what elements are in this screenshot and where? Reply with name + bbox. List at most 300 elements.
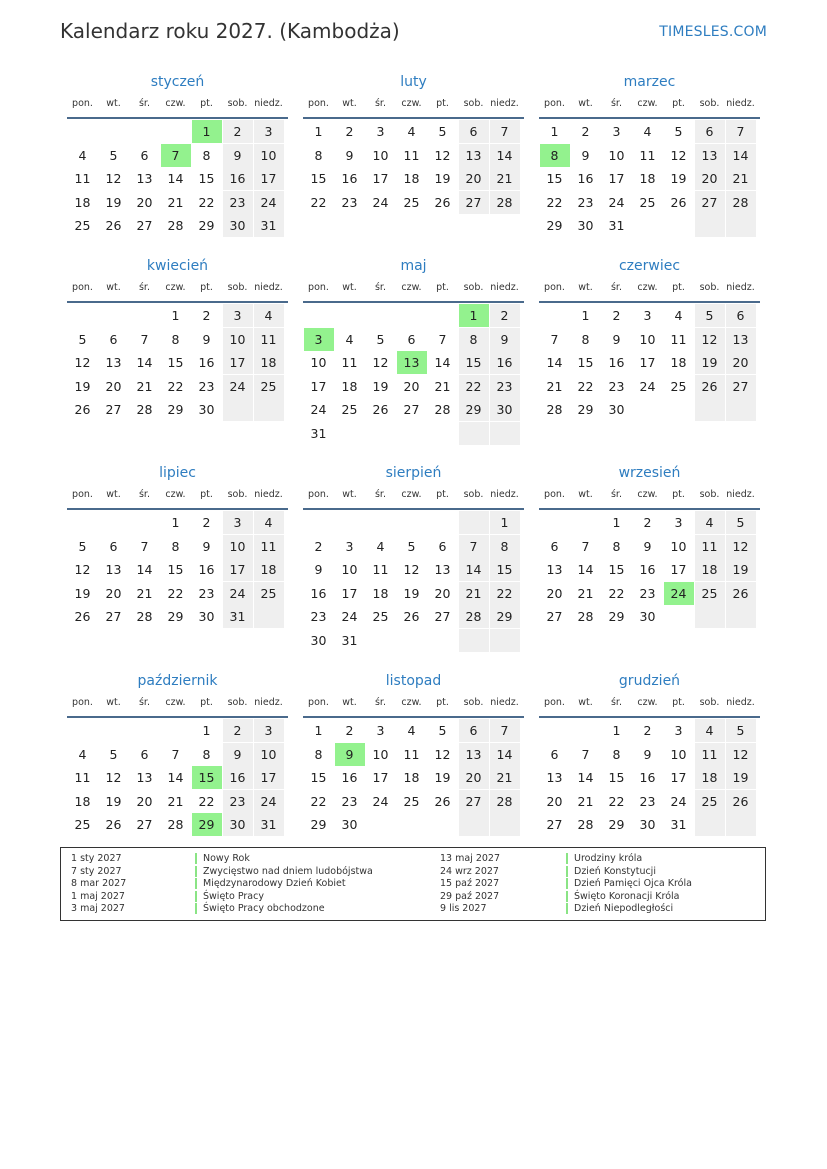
day-cell[interactable]: 29 [577, 402, 594, 417]
day-cell[interactable]: 18 [695, 766, 725, 789]
day-cell[interactable]: 25 [341, 402, 358, 417]
day-cell[interactable]: 21 [434, 378, 451, 394]
day-cell[interactable]: 23 [341, 793, 358, 809]
day-cell[interactable]: 5 [438, 124, 447, 139]
day-cell[interactable]: 17 [223, 351, 253, 374]
day-cell[interactable]: 16 [608, 355, 625, 370]
day-cell[interactable]: 5 [109, 147, 118, 163]
day-cell[interactable]: 20 [695, 167, 725, 190]
day-cell[interactable]: 30 [198, 609, 215, 624]
day-cell[interactable]: 22 [577, 378, 594, 394]
day-cell[interactable]: 16 [198, 355, 215, 370]
day-cell[interactable]: 6 [695, 120, 725, 143]
day-cell[interactable]: 20 [459, 167, 489, 190]
day-cell[interactable]: 27 [546, 609, 563, 624]
day-cell[interactable]: 21 [490, 167, 520, 190]
day-cell[interactable]: 20 [105, 585, 122, 601]
day-cell[interactable]: 23 [223, 191, 253, 214]
day-cell[interactable]: 7 [459, 535, 489, 558]
day-cell[interactable]: 29 [167, 402, 184, 417]
day-cell[interactable]: 5 [376, 331, 385, 347]
day-cell[interactable]: 13 [105, 562, 122, 577]
day-cell[interactable]: 12 [403, 562, 420, 577]
day-cell[interactable]: 19 [105, 793, 122, 809]
day-cell[interactable]: 23 [198, 585, 215, 601]
day-cell[interactable]: 13 [546, 562, 563, 577]
day-cell[interactable]: 9 [202, 538, 211, 554]
day-cell[interactable]: 26 [695, 375, 725, 398]
day-cell[interactable]: 11 [74, 770, 91, 785]
day-cell[interactable]: 5 [438, 723, 447, 738]
day-cell[interactable]: 15 [310, 770, 327, 785]
day-cell[interactable]: 15 [490, 558, 520, 581]
day-cell[interactable]: 9 [581, 147, 590, 163]
day-cell[interactable]: 11 [670, 331, 687, 347]
day-cell[interactable]: 11 [74, 171, 91, 186]
day-cell[interactable]: 26 [372, 402, 389, 417]
day-cell[interactable]: 29 [546, 218, 563, 233]
day-cell[interactable]: 4 [643, 124, 652, 139]
day-cell[interactable]: 31 [608, 218, 625, 233]
day-cell[interactable]: 7 [438, 331, 447, 347]
day-cell[interactable]: 10 [254, 144, 284, 167]
day-cell[interactable]: 21 [167, 194, 184, 210]
day-cell[interactable]: 13 [136, 770, 153, 785]
day-cell[interactable]: 12 [726, 743, 756, 766]
day-cell[interactable]: 1 [612, 723, 621, 738]
day-cell[interactable]: 28 [434, 402, 451, 417]
day-cell[interactable]: 15 [546, 171, 563, 186]
day-cell[interactable]: 2 [223, 120, 253, 143]
day-cell[interactable]: 23 [639, 793, 656, 809]
day-cell[interactable]: 8 [581, 331, 590, 347]
day-cell[interactable]: 14 [490, 144, 520, 167]
day-cell[interactable]: 15 [167, 562, 184, 577]
day-cell[interactable]: 21 [459, 582, 489, 605]
day-cell[interactable]: 16 [577, 171, 594, 186]
day-cell[interactable]: 16 [639, 562, 656, 577]
day-cell[interactable]: 25 [254, 375, 284, 398]
day-cell[interactable]: 31 [254, 813, 284, 836]
day-cell[interactable]: 26 [726, 582, 756, 605]
day-cell[interactable]: 19 [403, 585, 420, 601]
day-cell[interactable]: 28 [490, 191, 520, 214]
day-cell[interactable]: 20 [434, 585, 451, 601]
day-cell[interactable]: 19 [726, 558, 756, 581]
day-cell[interactable]: 22 [198, 194, 215, 210]
day-cell[interactable]: 25 [403, 793, 420, 809]
day-cell[interactable]: 9 [202, 331, 211, 347]
day-cell[interactable]: 10 [254, 743, 284, 766]
day-cell[interactable]: 24 [670, 793, 687, 809]
day-cell[interactable]: 11 [341, 355, 358, 370]
day-cell[interactable]: 24 [254, 790, 284, 813]
day-cell[interactable]: 31 [341, 632, 358, 648]
day-cell[interactable]: 14 [577, 770, 594, 785]
day-cell[interactable]: 4 [695, 719, 725, 742]
day-cell[interactable]: 18 [254, 558, 284, 581]
day-cell[interactable]: 22 [608, 793, 625, 809]
day-cell[interactable]: 4 [254, 511, 284, 534]
day-cell[interactable]: 24 [608, 194, 625, 210]
day-cell[interactable]: 9 [490, 328, 520, 351]
day-cell[interactable]: 28 [577, 817, 594, 832]
day-cell[interactable]: 1 [314, 723, 323, 738]
day-cell[interactable]: 24 [254, 191, 284, 214]
day-cell[interactable]: 1 [202, 723, 211, 738]
day-cell[interactable]: 8 [612, 746, 621, 762]
day-cell[interactable]: 23 [577, 194, 594, 210]
day-cell[interactable]: 12 [105, 770, 122, 785]
day-cell[interactable]: 15 [192, 766, 222, 789]
day-cell[interactable]: 14 [546, 355, 563, 370]
day-cell[interactable]: 5 [78, 538, 87, 554]
day-cell[interactable]: 3 [643, 308, 652, 323]
day-cell[interactable]: 6 [550, 746, 559, 762]
day-cell[interactable]: 28 [167, 817, 184, 832]
day-cell[interactable]: 18 [670, 355, 687, 370]
day-cell[interactable]: 7 [140, 538, 149, 554]
day-cell[interactable]: 11 [254, 535, 284, 558]
day-cell[interactable]: 16 [198, 562, 215, 577]
day-cell[interactable]: 18 [695, 558, 725, 581]
day-cell[interactable]: 17 [670, 562, 687, 577]
day-cell[interactable]: 12 [434, 746, 451, 762]
day-cell[interactable]: 3 [674, 723, 683, 738]
day-cell[interactable]: 24 [341, 609, 358, 624]
day-cell[interactable]: 5 [726, 719, 756, 742]
day-cell[interactable]: 3 [223, 511, 253, 534]
day-cell[interactable]: 16 [639, 770, 656, 785]
day-cell[interactable]: 29 [192, 813, 222, 836]
day-cell[interactable]: 26 [726, 790, 756, 813]
day-cell[interactable]: 6 [459, 120, 489, 143]
day-cell[interactable]: 17 [608, 171, 625, 186]
day-cell[interactable]: 25 [74, 817, 91, 832]
day-cell[interactable]: 25 [74, 218, 91, 233]
day-cell[interactable]: 17 [254, 766, 284, 789]
day-cell[interactable]: 2 [314, 538, 323, 554]
day-cell[interactable]: 8 [171, 538, 180, 554]
day-cell[interactable]: 26 [105, 817, 122, 832]
day-cell[interactable]: 11 [403, 147, 420, 163]
day-cell[interactable]: 1 [581, 308, 590, 323]
day-cell[interactable]: 29 [167, 609, 184, 624]
day-cell[interactable]: 21 [577, 793, 594, 809]
day-cell[interactable]: 21 [167, 793, 184, 809]
day-cell[interactable]: 12 [74, 562, 91, 577]
day-cell[interactable]: 28 [726, 191, 756, 214]
day-cell[interactable]: 6 [550, 538, 559, 554]
day-cell[interactable]: 21 [546, 378, 563, 394]
day-cell[interactable]: 11 [372, 562, 389, 577]
day-cell[interactable]: 8 [612, 538, 621, 554]
day-cell[interactable]: 9 [345, 147, 354, 163]
day-cell[interactable]: 30 [490, 398, 520, 421]
brand-link[interactable]: TIMESLES.COM [659, 24, 767, 40]
day-cell[interactable]: 17 [341, 585, 358, 601]
day-cell[interactable]: 25 [372, 609, 389, 624]
day-cell[interactable]: 20 [403, 378, 420, 394]
day-cell[interactable]: 18 [372, 585, 389, 601]
day-cell[interactable]: 3 [612, 124, 621, 139]
day-cell[interactable]: 2 [643, 515, 652, 530]
day-cell[interactable]: 21 [136, 378, 153, 394]
day-cell[interactable]: 30 [310, 632, 327, 648]
day-cell[interactable]: 19 [726, 766, 756, 789]
day-cell[interactable]: 10 [608, 147, 625, 163]
day-cell[interactable]: 18 [74, 194, 91, 210]
day-cell[interactable]: 12 [726, 535, 756, 558]
day-cell[interactable]: 1 [192, 120, 222, 143]
day-cell[interactable]: 14 [136, 562, 153, 577]
day-cell[interactable]: 8 [202, 147, 211, 163]
day-cell[interactable]: 28 [459, 605, 489, 628]
day-cell[interactable]: 28 [490, 790, 520, 813]
day-cell[interactable]: 20 [459, 766, 489, 789]
day-cell[interactable]: 31 [670, 817, 687, 832]
day-cell[interactable]: 4 [78, 147, 87, 163]
day-cell[interactable]: 30 [639, 817, 656, 832]
day-cell[interactable]: 20 [546, 793, 563, 809]
day-cell[interactable]: 26 [74, 609, 91, 624]
day-cell[interactable]: 5 [674, 124, 683, 139]
day-cell[interactable]: 29 [310, 817, 327, 832]
day-cell[interactable]: 16 [310, 585, 327, 601]
day-cell[interactable]: 18 [403, 770, 420, 785]
day-cell[interactable]: 6 [438, 538, 447, 554]
day-cell[interactable]: 9 [314, 562, 323, 577]
day-cell[interactable]: 3 [223, 304, 253, 327]
day-cell[interactable]: 29 [490, 605, 520, 628]
day-cell[interactable]: 25 [639, 194, 656, 210]
day-cell[interactable]: 24 [223, 582, 253, 605]
day-cell[interactable]: 30 [608, 402, 625, 417]
day-cell[interactable]: 13 [695, 144, 725, 167]
day-cell[interactable]: 21 [136, 585, 153, 601]
day-cell[interactable]: 20 [136, 793, 153, 809]
day-cell[interactable]: 19 [434, 770, 451, 785]
day-cell[interactable]: 7 [581, 538, 590, 554]
day-cell[interactable]: 25 [670, 378, 687, 394]
day-cell[interactable]: 19 [105, 194, 122, 210]
day-cell[interactable]: 18 [639, 171, 656, 186]
day-cell[interactable]: 14 [726, 144, 756, 167]
day-cell[interactable]: 25 [695, 582, 725, 605]
day-cell[interactable]: 23 [608, 378, 625, 394]
day-cell[interactable]: 22 [310, 194, 327, 210]
day-cell[interactable]: 1 [314, 124, 323, 139]
day-cell[interactable]: 2 [581, 124, 590, 139]
day-cell[interactable]: 12 [74, 355, 91, 370]
day-cell[interactable]: 17 [639, 355, 656, 370]
day-cell[interactable]: 7 [490, 120, 520, 143]
day-cell[interactable]: 2 [643, 723, 652, 738]
day-cell[interactable]: 5 [78, 331, 87, 347]
day-cell[interactable]: 15 [608, 562, 625, 577]
day-cell[interactable]: 7 [581, 746, 590, 762]
day-cell[interactable]: 10 [223, 328, 253, 351]
day-cell[interactable]: 4 [345, 331, 354, 347]
day-cell[interactable]: 3 [254, 120, 284, 143]
day-cell[interactable]: 6 [140, 746, 149, 762]
day-cell[interactable]: 23 [198, 378, 215, 394]
day-cell[interactable]: 9 [612, 331, 621, 347]
day-cell[interactable]: 23 [341, 194, 358, 210]
day-cell[interactable]: 13 [726, 328, 756, 351]
day-cell[interactable]: 16 [341, 171, 358, 186]
day-cell[interactable]: 12 [434, 147, 451, 163]
day-cell[interactable]: 4 [78, 746, 87, 762]
day-cell[interactable]: 16 [223, 766, 253, 789]
day-cell[interactable]: 27 [136, 218, 153, 233]
day-cell[interactable]: 28 [167, 218, 184, 233]
day-cell[interactable]: 27 [546, 817, 563, 832]
day-cell[interactable]: 3 [674, 515, 683, 530]
day-cell[interactable]: 22 [198, 793, 215, 809]
day-cell[interactable]: 24 [664, 582, 694, 605]
day-cell[interactable]: 14 [167, 171, 184, 186]
day-cell[interactable]: 5 [407, 538, 416, 554]
day-cell[interactable]: 6 [140, 147, 149, 163]
day-cell[interactable]: 16 [490, 351, 520, 374]
day-cell[interactable]: 7 [140, 331, 149, 347]
day-cell[interactable]: 6 [407, 331, 416, 347]
day-cell[interactable]: 4 [674, 308, 683, 323]
day-cell[interactable]: 6 [109, 538, 118, 554]
day-cell[interactable]: 4 [695, 511, 725, 534]
day-cell[interactable]: 2 [202, 515, 211, 530]
day-cell[interactable]: 8 [202, 746, 211, 762]
day-cell[interactable]: 10 [639, 331, 656, 347]
day-cell[interactable]: 3 [345, 538, 354, 554]
day-cell[interactable]: 22 [167, 585, 184, 601]
day-cell[interactable]: 20 [136, 194, 153, 210]
day-cell[interactable]: 11 [695, 743, 725, 766]
day-cell[interactable]: 29 [198, 218, 215, 233]
day-cell[interactable]: 25 [403, 194, 420, 210]
day-cell[interactable]: 9 [643, 538, 652, 554]
day-cell[interactable]: 22 [490, 582, 520, 605]
day-cell[interactable]: 11 [403, 746, 420, 762]
day-cell[interactable]: 23 [310, 609, 327, 624]
day-cell[interactable]: 10 [310, 355, 327, 370]
day-cell[interactable]: 5 [695, 304, 725, 327]
day-cell[interactable]: 12 [695, 328, 725, 351]
day-cell[interactable]: 23 [223, 790, 253, 813]
day-cell[interactable]: 3 [304, 328, 334, 351]
day-cell[interactable]: 9 [335, 743, 365, 766]
day-cell[interactable]: 22 [546, 194, 563, 210]
day-cell[interactable]: 27 [434, 609, 451, 624]
day-cell[interactable]: 15 [577, 355, 594, 370]
day-cell[interactable]: 8 [540, 144, 570, 167]
day-cell[interactable]: 24 [639, 378, 656, 394]
day-cell[interactable]: 24 [310, 402, 327, 417]
day-cell[interactable]: 21 [726, 167, 756, 190]
day-cell[interactable]: 14 [167, 770, 184, 785]
day-cell[interactable]: 14 [459, 558, 489, 581]
day-cell[interactable]: 19 [372, 378, 389, 394]
day-cell[interactable]: 15 [608, 770, 625, 785]
day-cell[interactable]: 19 [670, 171, 687, 186]
day-cell[interactable]: 7 [171, 746, 180, 762]
day-cell[interactable]: 5 [109, 746, 118, 762]
day-cell[interactable]: 30 [198, 402, 215, 417]
day-cell[interactable]: 13 [546, 770, 563, 785]
day-cell[interactable]: 13 [397, 351, 427, 374]
day-cell[interactable]: 10 [670, 538, 687, 554]
day-cell[interactable]: 4 [376, 538, 385, 554]
day-cell[interactable]: 4 [407, 723, 416, 738]
day-cell[interactable]: 11 [639, 147, 656, 163]
day-cell[interactable]: 15 [198, 171, 215, 186]
day-cell[interactable]: 24 [372, 194, 389, 210]
day-cell[interactable]: 17 [372, 770, 389, 785]
day-cell[interactable]: 7 [490, 719, 520, 742]
day-cell[interactable]: 6 [109, 331, 118, 347]
day-cell[interactable]: 26 [434, 194, 451, 210]
day-cell[interactable]: 19 [695, 351, 725, 374]
day-cell[interactable]: 11 [695, 535, 725, 558]
day-cell[interactable]: 25 [695, 790, 725, 813]
day-cell[interactable]: 4 [254, 304, 284, 327]
day-cell[interactable]: 10 [223, 535, 253, 558]
day-cell[interactable]: 8 [459, 328, 489, 351]
day-cell[interactable]: 3 [376, 723, 385, 738]
day-cell[interactable]: 28 [577, 609, 594, 624]
day-cell[interactable]: 17 [670, 770, 687, 785]
day-cell[interactable]: 22 [459, 375, 489, 398]
day-cell[interactable]: 26 [403, 609, 420, 624]
day-cell[interactable]: 6 [459, 719, 489, 742]
day-cell[interactable]: 29 [608, 609, 625, 624]
day-cell[interactable]: 18 [341, 378, 358, 394]
day-cell[interactable]: 29 [459, 398, 489, 421]
day-cell[interactable]: 9 [223, 144, 253, 167]
day-cell[interactable]: 17 [254, 167, 284, 190]
day-cell[interactable]: 27 [136, 817, 153, 832]
day-cell[interactable]: 26 [74, 402, 91, 417]
day-cell[interactable]: 13 [136, 171, 153, 186]
day-cell[interactable]: 2 [223, 719, 253, 742]
day-cell[interactable]: 19 [74, 585, 91, 601]
day-cell[interactable]: 17 [310, 378, 327, 394]
day-cell[interactable]: 15 [167, 355, 184, 370]
day-cell[interactable]: 2 [612, 308, 621, 323]
day-cell[interactable]: 14 [577, 562, 594, 577]
day-cell[interactable]: 20 [726, 351, 756, 374]
day-cell[interactable]: 10 [341, 562, 358, 577]
day-cell[interactable]: 27 [105, 402, 122, 417]
day-cell[interactable]: 12 [105, 171, 122, 186]
day-cell[interactable]: 10 [372, 746, 389, 762]
day-cell[interactable]: 12 [372, 355, 389, 370]
day-cell[interactable]: 30 [639, 609, 656, 624]
day-cell[interactable]: 7 [726, 120, 756, 143]
day-cell[interactable]: 6 [726, 304, 756, 327]
day-cell[interactable]: 24 [223, 375, 253, 398]
day-cell[interactable]: 1 [459, 304, 489, 327]
day-cell[interactable]: 14 [136, 355, 153, 370]
day-cell[interactable]: 11 [254, 328, 284, 351]
day-cell[interactable]: 22 [167, 378, 184, 394]
day-cell[interactable]: 26 [434, 793, 451, 809]
day-cell[interactable]: 13 [459, 743, 489, 766]
day-cell[interactable]: 31 [223, 605, 253, 628]
day-cell[interactable]: 23 [490, 375, 520, 398]
day-cell[interactable]: 9 [643, 746, 652, 762]
